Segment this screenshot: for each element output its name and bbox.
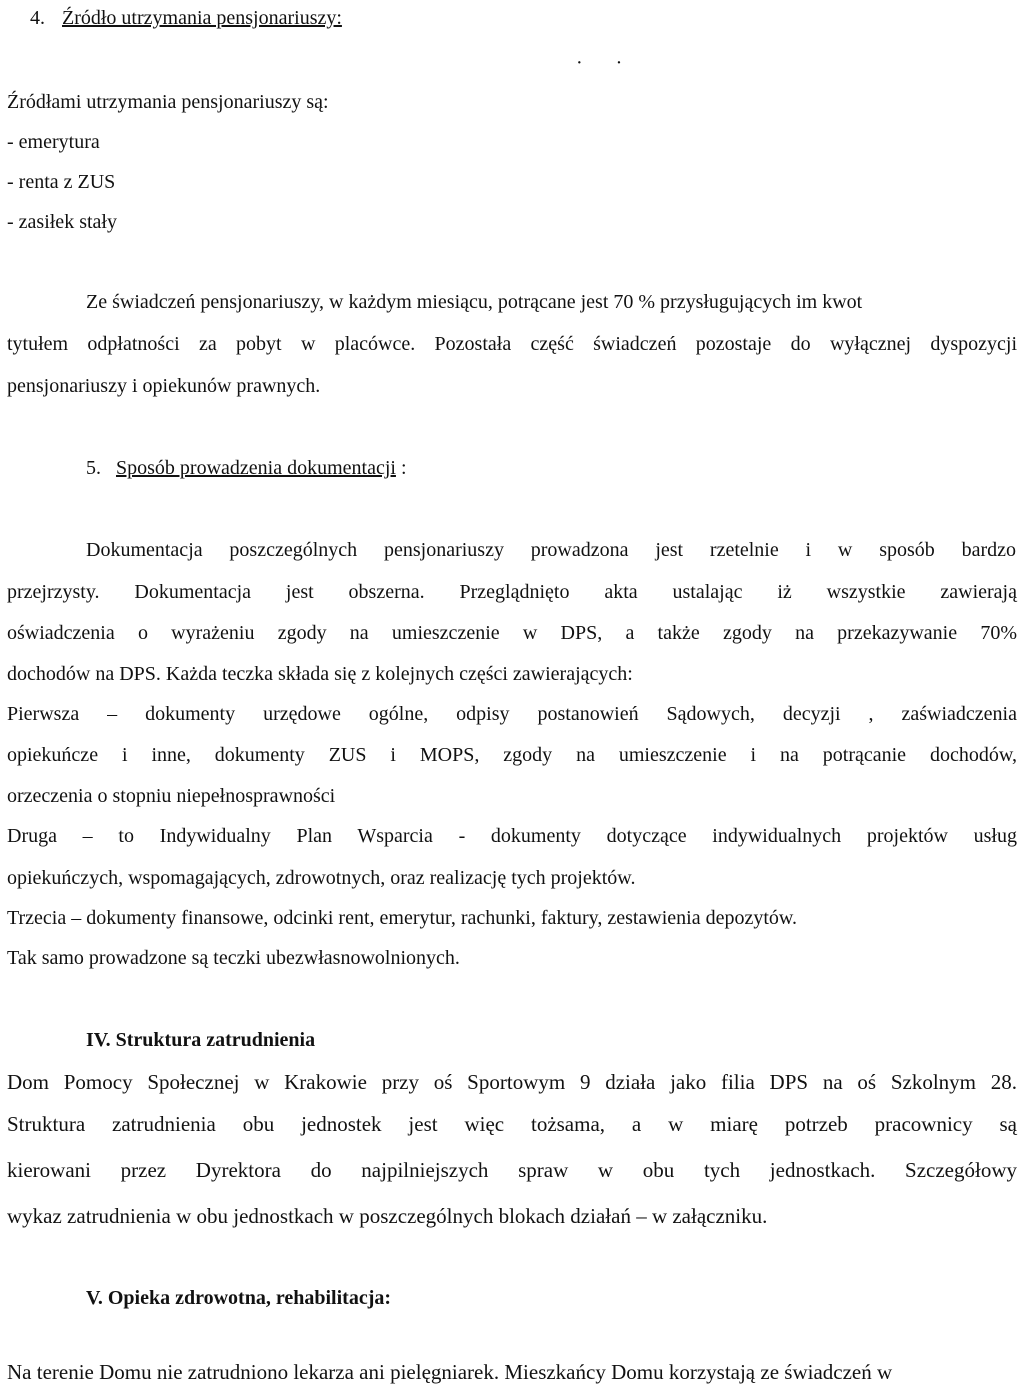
employment-line: Struktura zatrudnienia obu jednostek jest więc tożsama, a w miarę potrzeb pracownicy są: [7, 1112, 1017, 1136]
section-iv-title: IV. Struktura zatrudnienia: [86, 1029, 316, 1051]
employment-line: Dom Pomocy Społecznej w Krakowie przy oś Sportowym 9 działa jako filia DPS na oś Szkolnym 28.: [7, 1070, 1017, 1094]
income-item: - emerytura: [7, 131, 100, 153]
income-item: - zasiłek stały: [7, 211, 117, 233]
documentation-line: Druga – to Indywidualny Plan Wsparcia - dokumenty dotyczące indywidualnych projektów usług: [7, 825, 1017, 847]
stray-marks: · ·: [576, 52, 637, 74]
documentation-line: przejrzysty. Dokumentacja jest obszerna. Przeglądnięto akta ustalając iż wszystkie zawierają: [7, 581, 1017, 603]
section-5-number: 5.: [86, 457, 101, 479]
income-intro: Źródłami utrzymania pensjonariuszy są:: [7, 91, 329, 113]
documentation-line: Tak samo prowadzone są teczki ubezwłasnowolnionych.: [7, 947, 460, 969]
section-5-title: Sposób prowadzenia dokumentacji: [116, 457, 396, 479]
documentation-line: opiekuńczych, wspomagających, zdrowotnych, oraz realizację tych projektów.: [7, 867, 636, 889]
section-4-title: Źródło utrzymania pensjonariuszy:: [62, 7, 342, 29]
section-5-heading: [86, 456, 407, 480]
documentation-line: Pierwsza – dokumenty urzędowe ogólne, odpisy postanowień Sądowych, decyzji , zaświadczenia: [7, 703, 1017, 725]
employment-line: kierowani przez Dyrektora do najpilniejszych spraw w obu tych jednostkach. Szczegółowy: [7, 1158, 1017, 1182]
documentation-line: orzeczenia o stopniu niepełnosprawności: [7, 785, 336, 807]
health-care-line: Na terenie Domu nie zatrudniono lekarza ani pielęgniarek. Mieszkańcy Domu korzystają ze świadczeń w: [7, 1360, 893, 1384]
income-item: - renta z ZUS: [7, 171, 116, 193]
section-5-colon: :: [395, 457, 407, 479]
deduction-line: Ze świadczeń pensjonariuszy, w każdym miesiącu, potrącane jest 70 % przysługujących im kwot: [86, 291, 863, 313]
deduction-line: tytułem odpłatności za pobyt w placówce. Pozostała część świadczeń pozostaje do wyłącznej dyspozycji: [7, 333, 1017, 355]
section-4-heading: [30, 6, 342, 30]
documentation-line: Trzecia – dokumenty finansowe, odcinki rent, emerytur, rachunki, faktury, zestawienia depozytów.: [7, 907, 798, 929]
documentation-line: dochodów na DPS. Każda teczka składa się z kolejnych części zawierających:: [7, 663, 633, 685]
deduction-line: pensjonariuszy i opiekunów prawnych.: [7, 375, 321, 397]
section-4-number: 4.: [30, 7, 45, 29]
documentation-line: Dokumentacja poszczególnych pensjonariuszy prowadzona jest rzetelnie i w sposób bardzo: [86, 539, 1016, 561]
employment-line: wykaz zatrudnienia w obu jednostkach w poszczególnych blokach działań – w załączniku.: [7, 1204, 768, 1228]
section-v-title: V. Opieka zdrowotna, rehabilitacja:: [86, 1287, 392, 1309]
documentation-line: opiekuńcze i inne, dokumenty ZUS i MOPS, zgody na umieszczenie i na potrącanie dochodów,: [7, 744, 1017, 766]
documentation-line: oświadczenia o wyrażeniu zgody na umieszczenie w DPS, a także zgody na przekazywanie 70%: [7, 622, 1017, 644]
